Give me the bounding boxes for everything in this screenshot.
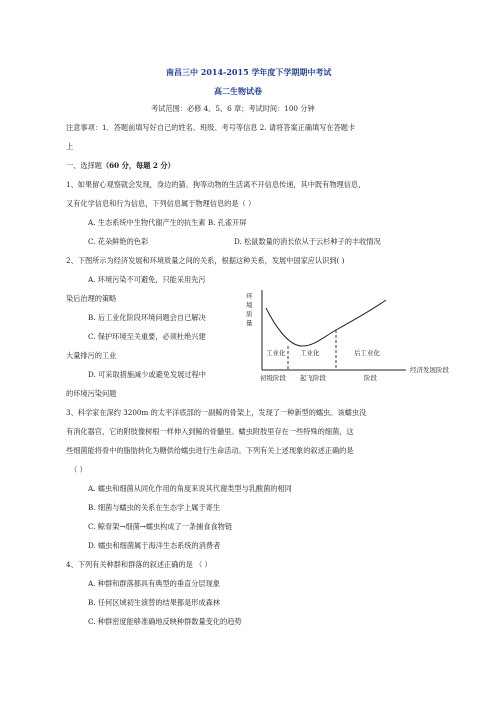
stage-2-label-bottom: 起飞阶段 <box>300 374 326 382</box>
stage-3-label-bottom: 阶段 <box>364 374 377 382</box>
q2-figure <box>244 284 480 386</box>
x-axis-label: 经济发展阶段 <box>410 366 449 374</box>
y-axis-label <box>246 292 256 328</box>
q2-option-b: B. 后工业化阶段环境问题会自已解决 <box>88 313 206 322</box>
q3-option-d: D. 蠕虫和细菌属于海洋生态系统的消费者 <box>88 541 221 550</box>
q3-stem-4: （ ） <box>70 465 87 474</box>
exam-scope: 考试范围：必修 4、5、6 章；考试时间：100 分钟 <box>151 104 315 113</box>
q2-option-d-1: D. 可采取措施减少或避免发展过程中 <box>88 370 206 379</box>
q4-option-c: C. 种群密度能够准确地反映种群数量变化的趋势 <box>88 617 242 626</box>
exam-title: 南昌三中 2014-2015 学年度下学期期中考试 <box>166 67 332 77</box>
q4-option-b: B. 任何区域初生演替的结果都是形成森林 <box>88 598 221 607</box>
quality-curve <box>266 300 386 346</box>
stage-2-label-top: 工业化 <box>300 349 320 357</box>
q2-option-c-1: C. 保护环境至关重要，必须杜绝兴建 <box>88 332 206 341</box>
q2-stem: 2、下图所示为经济发展和环境质量之间的关系，根据这种关系，发展中国家应认识到( ) <box>66 256 345 265</box>
q2-option-c-2: 大量排污的工业 <box>66 351 117 360</box>
q3-option-c: C. 鲸骨架→细菌→蠕虫构成了一条捕食食物链 <box>88 522 233 531</box>
q3-stem-2: 有消化器官，它的附肢像树根一样伸入到鲸的骨髓里。蠕虫附肢里存在一些特殊的细菌，这 <box>66 427 354 436</box>
q1-option-d: D. 松鼠数量的消长依从于云杉种子的丰收情况 <box>234 237 381 246</box>
paper-subtitle: 高二生物试卷 <box>214 86 262 96</box>
q3-option-b: B. 细菌与蠕虫的关系在生态学上属于寄生 <box>88 503 221 512</box>
ylabel-char-3: 质 <box>246 310 253 318</box>
stage-1-label-bottom: 初级阶段 <box>260 374 286 382</box>
q1-option-c: C. 花朵鲜艳的色彩 <box>88 237 149 246</box>
q1-stem-2: 又有化学信息和行为信息，下列信息属于物理信息的是（ ） <box>66 199 256 208</box>
ylabel-char-1: 环 <box>246 292 253 300</box>
notice-line-2: 上 <box>66 142 74 151</box>
section-score: （60 分，每题 2 分） <box>101 161 175 170</box>
ylabel-char-2: 境 <box>246 301 253 309</box>
q2-option-d-2: 的环境污染问题 <box>66 389 117 398</box>
q3-option-a: A. 蠕虫和细菌从同化作用的角度来说其代谢类型与乳酸菌的相同 <box>88 484 292 493</box>
stage-3-label-top: 后工业化 <box>354 349 380 357</box>
notice-line-1: 注意事项：1．答题前填写好自己的姓名、班级、考号等信息 2. 请将答案正确填写在答题卡 <box>66 123 356 132</box>
q3-stem-3: 些细菌能将骨中的脂肪转化为糖供给蠕虫进行生命活动。下列有关上述现象的叙述正确的是 <box>66 446 354 455</box>
stage-1-label-top: 工业化 <box>266 349 286 357</box>
q4-stem: 4、下列有关种群和群落的叙述正确的是 （ ） <box>66 560 212 569</box>
q4-option-a: A. 种群和群落都具有典型的垂直分层现象 <box>88 579 220 588</box>
q1-stem-1: 1、如果留心观察就会发现，身边的猫、狗等动物的生活离不开信息传递，其中既有物理信息， <box>66 180 366 189</box>
q2-option-a-1: A. 环境污染不可避免，只能采用先污 <box>88 275 206 284</box>
section-title: 一、选择题 <box>66 161 102 170</box>
q2-option-a-2: 染后治理的策略 <box>66 294 117 303</box>
section-heading <box>66 161 175 171</box>
q1-option-ab: A. 生态系统中生物代谢产生的抗生素 B. 孔雀开屏 <box>88 218 247 227</box>
ylabel-char-4: 量 <box>246 319 253 327</box>
q3-stem-1: 3、科学家在深约 3200m 的太平洋底部的一副鲸的骨架上，发现了一种新型的蠕虫。该蠕虫没 <box>66 408 367 417</box>
